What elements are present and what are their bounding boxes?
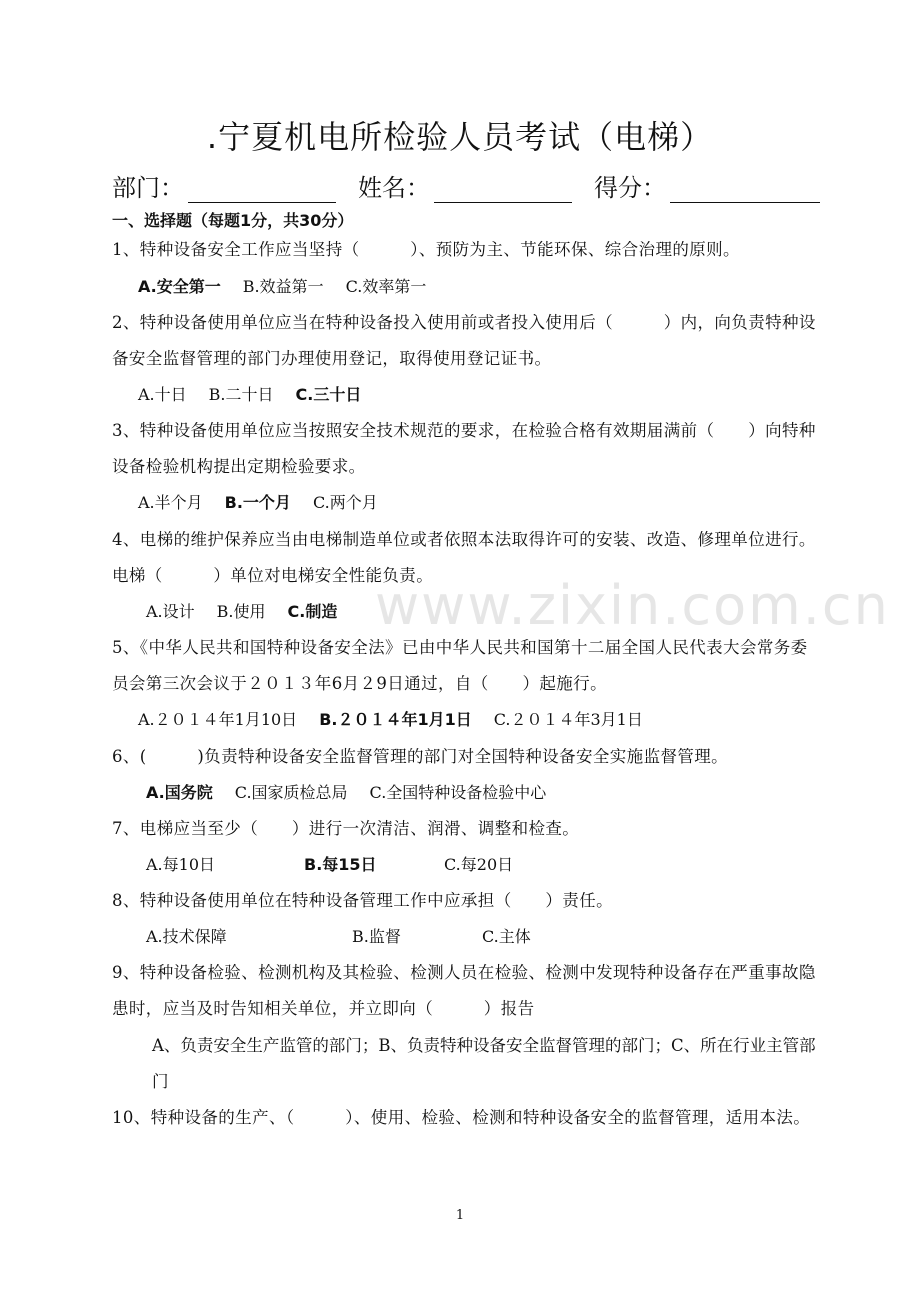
option-3b: B.一个月 <box>224 493 291 512</box>
option-5b: B.２０１４年1月1日 <box>319 710 472 729</box>
option-3c: C.两个月 <box>312 493 378 512</box>
score-field <box>594 168 820 203</box>
section-heading: 一、选择题（每题1分，共30分） <box>112 211 354 230</box>
dept-field <box>112 168 336 203</box>
question-10: 10、特种设备的生产、（ ）、使用、检验、检测和特种设备安全的监督管理，适用本法。 <box>112 1108 811 1127</box>
options-4 <box>146 597 359 627</box>
question-6: 6、( )负责特种设备安全监督管理的部门对全国特种设备安全实施监督管理。 <box>112 747 729 766</box>
option-7c: C.每20日 <box>444 855 514 874</box>
option-2a: A.十日 <box>138 385 187 404</box>
options-1 <box>138 272 448 302</box>
score-label: 得分： <box>594 174 666 202</box>
question-7: 7、电梯应当至少（ ）进行一次清洁、润滑、调整和检查。 <box>112 819 580 838</box>
option-5a: A.２０１４年1月10日 <box>138 710 298 729</box>
option-1b: B.效益第一 <box>242 277 324 296</box>
question-5: 5、《中华人民共和国特种设备安全法》已由中华人民共和国第十二届全国人民代表大会常务委员会第三次会议于２０１３年6月２9日通过，自（ ）起施行。 <box>112 638 808 693</box>
name-field <box>358 168 572 203</box>
option-4c: C.制造 <box>287 602 338 621</box>
option-1c: C.效率第一 <box>345 277 427 296</box>
dept-label: 部门： <box>112 174 184 202</box>
options-6 <box>146 778 568 808</box>
option-8c: C.主体 <box>482 927 531 946</box>
question-3: 3、特种设备使用单位应当按照安全技术规范的要求，在检验合格有效期届满前（ ）向特种设备检验机构提出定期检验要求。 <box>112 421 816 476</box>
option-2c: C.三十日 <box>295 385 362 404</box>
option-6b: C.国家质检总局 <box>234 783 348 802</box>
info-row <box>112 168 832 204</box>
question-2: 2、特种设备使用单位应当在特种设备投入使用前或者投入使用后（ ）内，向负责特种设备安全监督管理的部门办理使用登记，取得使用登记证书。 <box>112 313 816 368</box>
dept-blank <box>188 176 336 203</box>
options-7 <box>146 850 535 880</box>
option-6a: A.国务院 <box>146 783 213 802</box>
question-1: 1、特种设备安全工作应当坚持（ ）、预防为主、节能环保、综合治理的原则。 <box>112 240 740 259</box>
option-6c: C.全国特种设备检验中心 <box>369 783 547 802</box>
option-8a: A.技术保障 <box>146 927 227 946</box>
option-2b: B.二十日 <box>208 385 274 404</box>
option-4b: B.使用 <box>216 602 266 621</box>
option-7b: B.每15日 <box>304 855 377 874</box>
option-8b: B.监督 <box>352 927 401 946</box>
question-9: 9、特种设备检验、检测机构及其检验、检测人员在检验、检测中发现特种设备存在严重事故隐患时，应当及时告知相关单位，并立即向（ ）报告 <box>112 963 816 1018</box>
options-2 <box>138 380 383 410</box>
question-4: 4、电梯的维护保养应当由电梯制造单位或者依照本法取得许可的安装、改造、修理单位进行。电梯（ ）单位对电梯安全性能负责。 <box>112 530 816 585</box>
score-blank <box>670 176 820 203</box>
options-9: A、负责安全生产监管的部门；B、负责特种设备安全监督管理的部门；C、所在行业主管部门 <box>152 1036 816 1091</box>
name-label: 姓名： <box>358 174 430 202</box>
option-7a: A.每10日 <box>146 855 216 874</box>
page-number: 1 <box>455 1208 465 1223</box>
option-4a: A.设计 <box>146 602 195 621</box>
options-3 <box>138 488 400 518</box>
name-blank <box>434 176 572 203</box>
options-8 <box>146 922 553 952</box>
option-1a: A.安全第一 <box>138 277 221 296</box>
page-title: .宁夏机电所检验人员考试（电梯） <box>206 118 714 156</box>
option-3a: A.半个月 <box>138 493 203 512</box>
question-8: 8、特种设备使用单位在特种设备管理工作中应承担（ ）责任。 <box>112 891 613 910</box>
watermark: www.zixin.com.cn <box>375 574 890 637</box>
options-5 <box>138 705 665 735</box>
option-5c: C.２０１４年3月1日 <box>493 710 643 729</box>
